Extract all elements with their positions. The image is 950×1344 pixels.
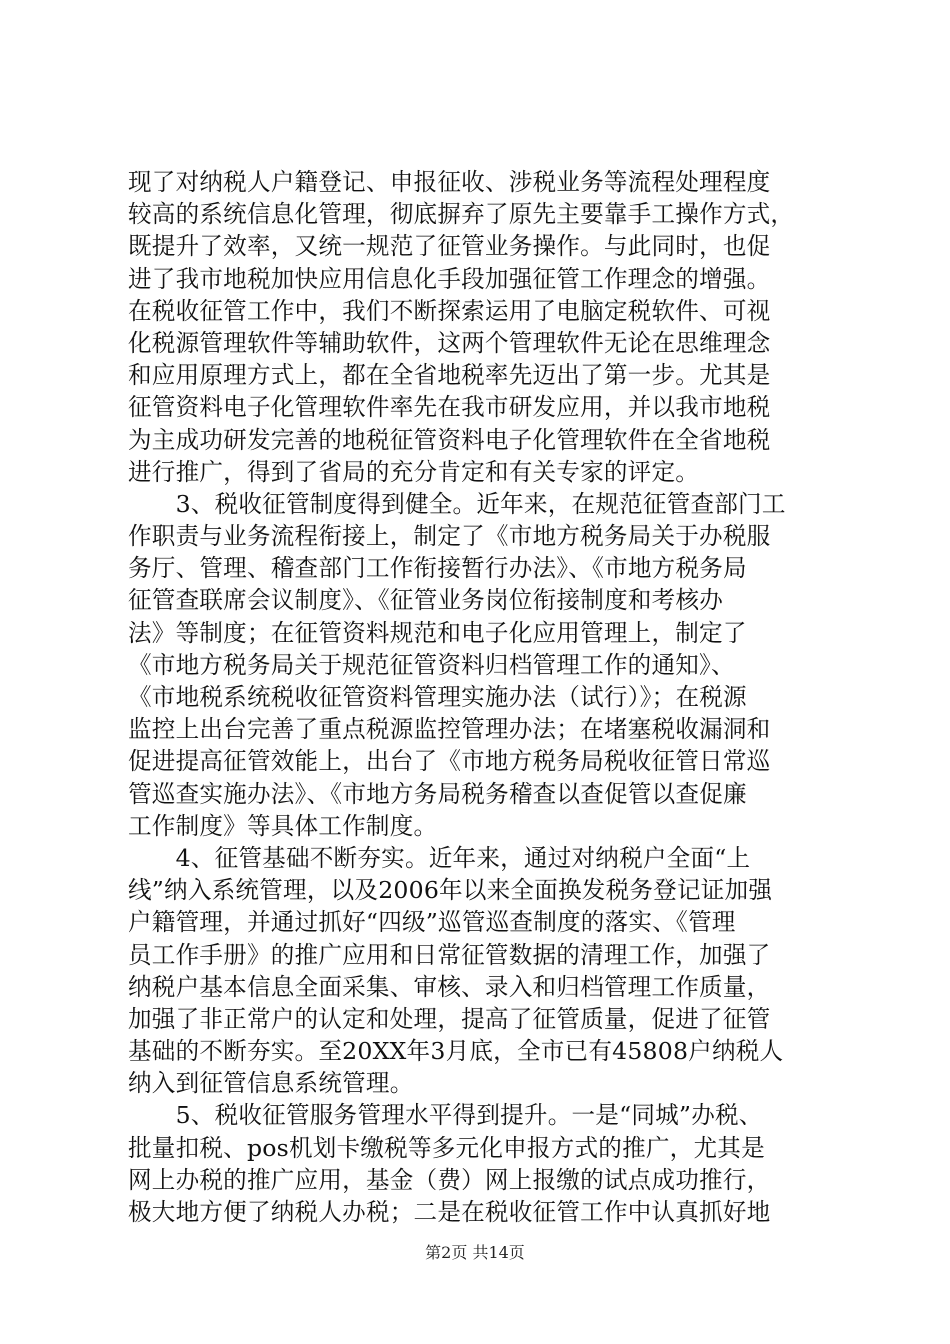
text-line: 为主成功研发完善的地税征管资料电子化管理软件在全省地税: [128, 425, 771, 454]
text-line: 促进提高征管效能上，出台了《市地方税务局税收征管日常巡: [128, 747, 771, 776]
text-line: 《市地方税务局关于规范征管资料归档管理工作的通知》、: [128, 650, 735, 679]
text-line: 4、征管基础不断夯实。近年来，通过对纳税户全面“上: [128, 843, 751, 872]
text-line: 较高的系统信息化管理，彻底摒弃了原先主要靠手工操作方式，: [128, 200, 795, 229]
text-line: 基础的不断夯实。至20XX年3月底，全市已有45808户纳税人: [128, 1037, 784, 1066]
text-line: 法》等制度；在征管资料规范和电子化应用管理上，制定了: [128, 618, 747, 647]
text-line: 和应用原理方式上，都在全省地税率先迈出了第一步。尤其是: [128, 361, 771, 390]
page-number-footer: 第2页 共14页: [425, 1243, 525, 1262]
text-line: 纳入到征管信息系统管理。: [128, 1069, 414, 1098]
text-line: 极大地方便了纳税人办税；二是在税收征管工作中认真抓好地: [128, 1198, 771, 1226]
text-line: 5、税收征管服务管理水平得到提升。一是“同城”办税、: [128, 1101, 763, 1130]
text-line: 作职责与业务流程衔接上，制定了《市地方税务局关于办税服: [128, 522, 771, 551]
text-line: 批量扣税、pos机划卡缴税等多元化申报方式的推广，尤其是: [128, 1133, 765, 1162]
text-line: 在税收征管工作中，我们不断探索运用了电脑定税软件、可视: [128, 296, 771, 325]
text-line: 监控上出台完善了重点税源监控管理办法；在堵塞税收漏洞和: [128, 715, 771, 744]
text-line: 既提升了效率，又统一规范了征管业务操作。与此同时，也促: [128, 232, 771, 261]
text-line: 征管查联席会议制度》、《征管业务岗位衔接制度和考核办: [128, 586, 724, 615]
text-line: 3、税收征管制度得到健全。近年来，在规范征管查部门工: [128, 489, 786, 518]
text-line: 进行推广，得到了省局的充分肯定和有关专家的评定。: [128, 457, 700, 486]
text-line: 《市地税系统税收征管资料管理实施办法（试行）》；在税源: [128, 683, 747, 711]
text-line: 户籍管理，并通过抓好“四级”巡管巡查制度的落实、《管理: [128, 908, 736, 937]
text-line: 加强了非正常户的认定和处理，提高了征管质量，促进了征管: [128, 1004, 771, 1033]
text-line: 员工作手册》的推广应用和日常征管数据的清理工作，加强了: [128, 940, 771, 969]
text-line: 化税源管理软件等辅助软件，这两个管理软件无论在思维理念: [128, 328, 771, 357]
text-line: 网上办税的推广应用，基金（费）网上报缴的试点成功推行，: [128, 1165, 771, 1194]
text-line: 现了对纳税人户籍登记、申报征收、涉税业务等流程处理程度: [128, 168, 771, 196]
document-body: [128, 166, 844, 1228]
text-line: 务厅、管理、稽查部门工作衔接暂行办法》、《市地方税务局: [128, 554, 747, 583]
text-line: 线”纳入系统管理，以及2006年以来全面换发税务登记证加强: [128, 876, 773, 905]
text-line: 纳税户基本信息全面采集、审核、录入和归档管理工作质量，: [128, 972, 771, 1001]
text-line: 工作制度》等具体工作制度。: [128, 811, 438, 840]
text-line: 进了我市地税加快应用信息化手段加强征管工作理念的增强。: [128, 264, 771, 293]
text-line: 征管资料电子化管理软件率先在我市研发应用，并以我市地税: [128, 393, 771, 422]
text-line: 管巡查实施办法》、《市地方务局税务稽查以查促管以查促廉: [128, 779, 747, 808]
